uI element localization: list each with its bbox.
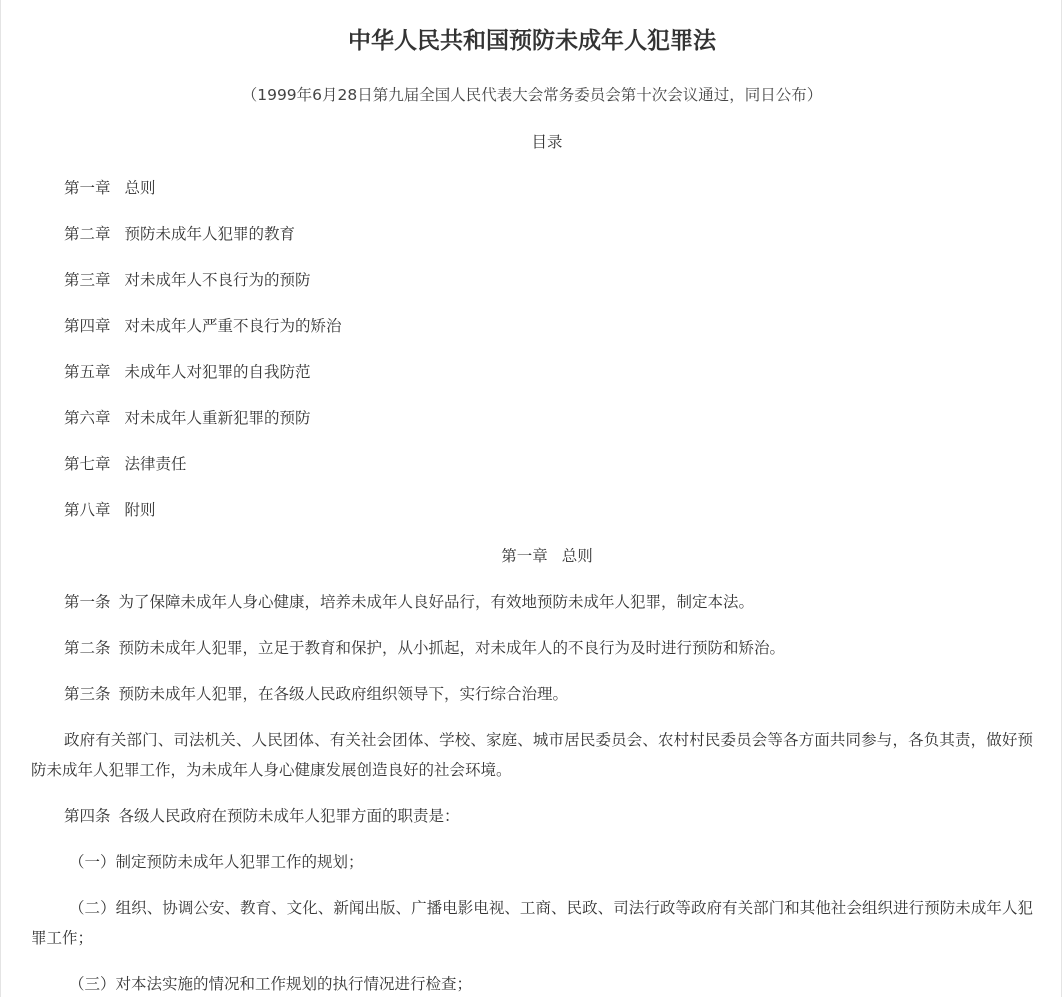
toc-item-chapter-6[interactable]: 第六章 对未成年人重新犯罪的预防: [64, 409, 311, 427]
chapter-heading: 第一章 总则: [501, 547, 593, 565]
article-text: 预防未成年人犯罪，立足于教育和保护，从小抓起，对未成年人的不良行为及时进行预防和矫治。: [118, 639, 786, 657]
item-text: （三）对本法实施的情况和工作规划的执行情况进行检查；: [69, 975, 473, 993]
item-text: （二）组织、协调公安、教育、文化、新闻出版、广播电影电视、工商、民政、司法行政等政府有关部门和其他社会组织进行预防未成年人犯罪工作；: [31, 899, 1033, 947]
paragraph-text: 政府有关部门、司法机关、人民团体、有关社会团体、学校、家庭、城市居民委员会、农村村民委员会等各方面共同参与，各负其责，做好预防未成年人犯罪工作，为未成年人身心健康发展创造良好的社会环境。: [31, 731, 1033, 779]
article-text: 预防未成年人犯罪，在各级人民政府组织领导下，实行综合治理。: [118, 685, 569, 703]
law-title: 中华人民共和国预防未成年人犯罪法: [348, 28, 716, 54]
toc-item-chapter-2[interactable]: 第二章 预防未成年人犯罪的教育: [64, 225, 296, 243]
article-2: [31, 633, 1033, 663]
toc-item-chapter-1[interactable]: 第一章 总则: [64, 179, 156, 197]
article-label: 第一条: [64, 593, 111, 611]
toc-heading: 目录: [531, 133, 563, 151]
article-text: 各级人民政府在预防未成年人犯罪方面的职责是：: [118, 807, 460, 825]
article-label: 第三条: [64, 685, 111, 703]
article-4-item-2: [31, 893, 1033, 953]
article-3: [31, 679, 1033, 709]
toc-item-chapter-7[interactable]: 第七章 法律责任: [64, 455, 187, 473]
article-4: [31, 801, 1033, 831]
article-1: [31, 587, 1033, 617]
article-4-item-1: [31, 847, 1033, 877]
toc-item-chapter-5[interactable]: 第五章 未成年人对犯罪的自我防范: [64, 363, 311, 381]
article-3-paragraph-2: [31, 725, 1033, 785]
article-label: 第四条: [64, 807, 111, 825]
law-subtitle: （1999年6月28日第九届全国人民代表大会常务委员会第十次会议通过，同日公布）: [241, 86, 823, 104]
article-text: 为了保障未成年人身心健康，培养未成年人良好品行，有效地预防未成年人犯罪，制定本法。: [118, 593, 755, 611]
toc-item-chapter-8[interactable]: 第八章 附则: [64, 501, 156, 519]
item-text: （一）制定预防未成年人犯罪工作的规划；: [69, 853, 364, 871]
article-label: 第二条: [64, 639, 111, 657]
toc-item-chapter-3[interactable]: 第三章 对未成年人不良行为的预防: [64, 271, 311, 289]
article-4-item-3: [31, 969, 1033, 999]
toc-item-chapter-4[interactable]: 第四章 对未成年人严重不良行为的矫治: [64, 317, 342, 335]
